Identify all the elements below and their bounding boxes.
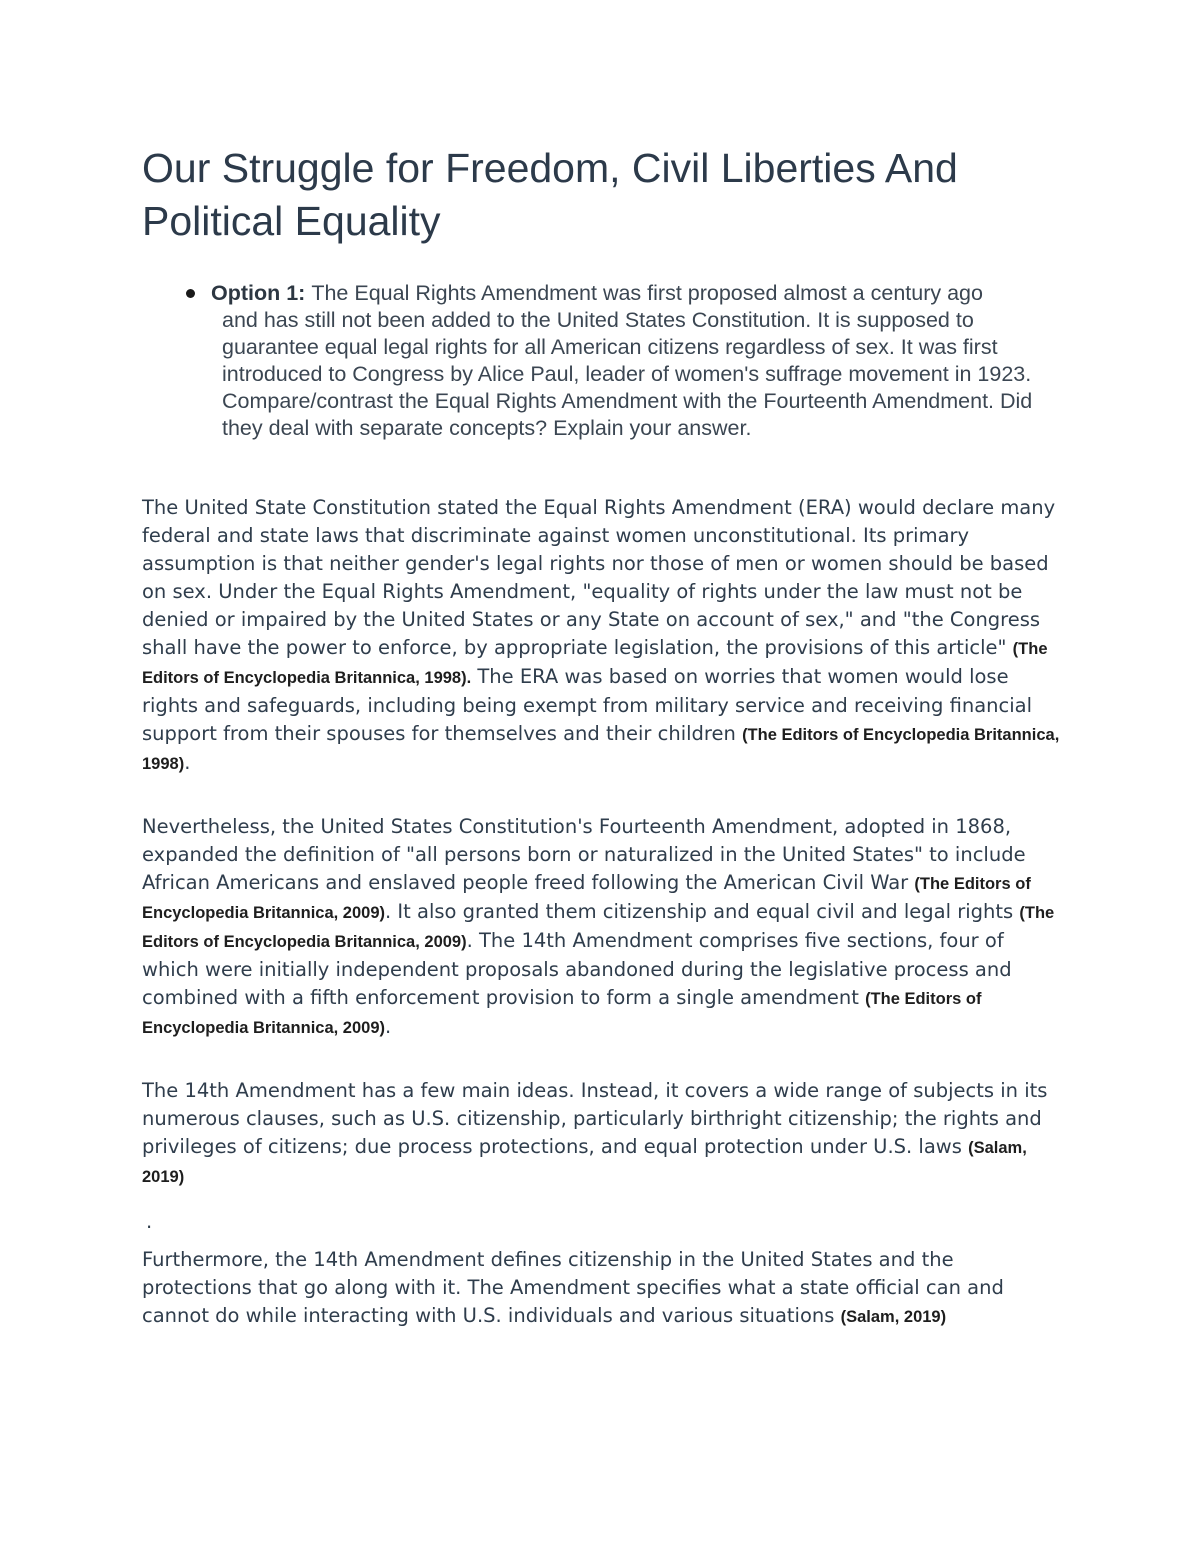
paragraph-text: The 14th Amendment has a few main ideas. Instead, it covers a wide range of subjects in its numerous clauses, such as U.S. citizenship, particularly birthright citizenship; the rights and privileges of citizens; due process protections, and equal protection under U.S. laws xyxy=(142,1079,1048,1158)
bullet-dot-icon xyxy=(186,289,195,298)
citation: (The Editors of Encyclopedia Britannica, 1998) xyxy=(142,726,1060,773)
citation: (The Editors of Encyclopedia Britannica, 2009) xyxy=(142,875,1031,922)
paragraph-text: Furthermore, the 14th Amendment defines citizenship in the United States and the protections that go along with it. The Amendment specifies what a state official can and cannot do while interacting with U.S. individuals and various situations xyxy=(142,1248,1004,1327)
option-1-bullet xyxy=(211,280,1072,442)
paragraph-main-ideas xyxy=(142,1077,1062,1191)
citation: (Salam, 2019) xyxy=(840,1308,947,1326)
citation: (Salam, 2019) xyxy=(142,1139,1027,1186)
stray-period: . xyxy=(146,1210,153,1233)
option-first-line: The Equal Rights Amendment was first proposed almost a century ago xyxy=(311,281,983,305)
citation: (The Editors of Encyclopedia Britannica, 2009) xyxy=(142,904,1055,951)
paragraph-text: Nevertheless, the United States Constitution's Fourteenth Amendment, adopted in 1868, expanded the definition of "all persons born or naturalized in the United States" to include African Americans and enslaved people freed following the American Civil War xyxy=(142,815,1026,894)
option-label xyxy=(211,280,983,307)
option-label-text: Option 1: xyxy=(211,281,306,305)
paragraph-text: . xyxy=(385,1015,392,1038)
paragraph-text: . It also granted them citizenship and equal civil and legal rights xyxy=(385,900,1020,923)
paragraph-text: The ERA was based on worries that women would lose rights and safeguards, including being exempt from military service and receiving financial support from their spouses for themselves and their children xyxy=(142,665,1033,745)
citation: (The Editors of Encyclopedia Britannica, 2009) xyxy=(142,990,982,1037)
paragraph-text: The United State Constitution stated the Equal Rights Amendment (ERA) would declare many federal and state laws that discriminate against women unconstitutional. Its primary assumption is that neither gender's legal rights nor those of men or women should be based on sex. Under the Equal Rights Amendment, "equality of rights under the law must not be denied or impaired by the United States or any State on account of sex," and "the Congress shall have the power to enforce, by appropriate legislation, the provisions of this article" xyxy=(142,496,1056,659)
option-text: and has still not been added to the United States Constitution. It is supposed to guarantee equal legal rights for all American citizens regardless of sex. It was first introduced to Congress by Alice Paul, leader of women's suffrage movement in 1923. Compare/contrast the Equal Rights Amendment with the Fourteenth Amendment. Did they deal with separate concepts? Explain your answer. xyxy=(222,308,1033,440)
citation: (The Editors of Encyclopedia Britannica, 1998). xyxy=(142,640,1048,687)
paragraph-era xyxy=(142,494,1062,778)
paragraph-citizenship xyxy=(142,1246,1062,1331)
paragraph-text: . The 14th Amendment comprises five sections, four of which were initially independent proposals abandoned during the legislative process and combined with a fifth enforcement provision to form a single amendment xyxy=(142,929,1012,1009)
paragraph-fourteenth xyxy=(142,813,1062,1042)
paragraph-text: . xyxy=(184,751,191,774)
document-title: Our Struggle for Freedom, Civil Liberties And Political Equality xyxy=(142,145,958,244)
